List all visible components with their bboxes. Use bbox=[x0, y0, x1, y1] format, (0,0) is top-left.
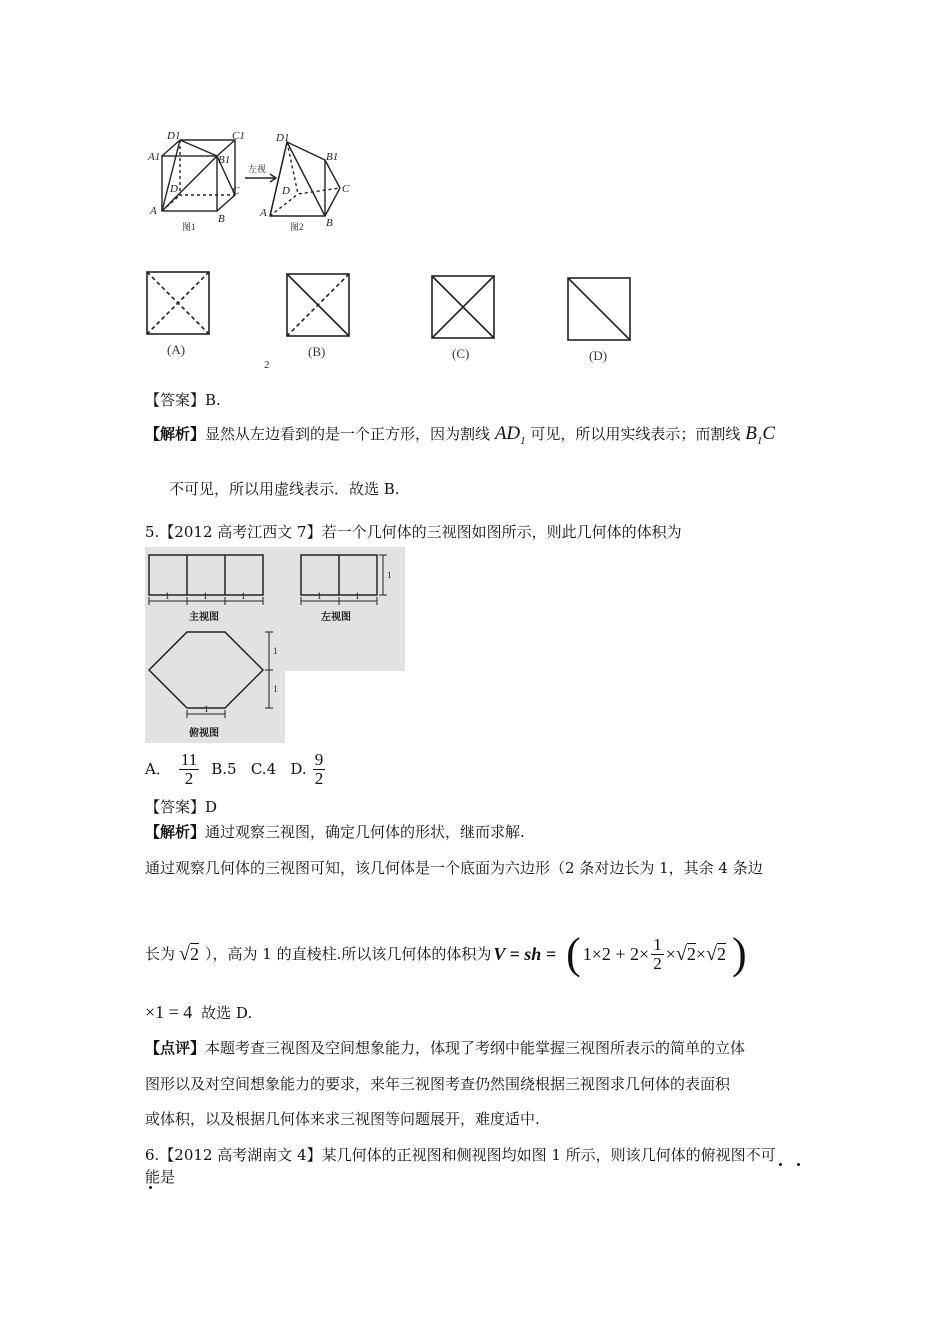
side-view-label: 左视图 bbox=[321, 612, 351, 623]
q5-comment2: 图形以及对空间想象能力的要求，来年三视图考查仍然围绕根据三视图求几何体的表面积 bbox=[145, 1075, 731, 1093]
symbol-ad1: $AD_1$ bbox=[494, 423, 526, 447]
label-d1-cube: D1 bbox=[167, 130, 181, 142]
q6-stem-line1: 6.【2012 高考湖南文 4】某几何体的正视图和侧视图均如图 1 所示，则该几何体的俯视图不可 bbox=[145, 1146, 776, 1164]
label-c-cut: C bbox=[342, 183, 350, 195]
figure-three-views bbox=[145, 547, 407, 743]
dim-side-1: 1 bbox=[317, 591, 322, 601]
q5-formula-tail: ×1 = 4 故选 D. bbox=[145, 1002, 253, 1022]
answer-tag: 【答案】 bbox=[145, 391, 206, 409]
emphasis-dots bbox=[775, 1163, 815, 1169]
q5-stem: 5.【2012 高考江西文 7】若一个几何体的三视图如图所示，则此几何体的体积为 bbox=[145, 523, 682, 541]
label-b-cut: B bbox=[326, 217, 333, 229]
label-d-cut: D bbox=[282, 185, 290, 197]
q4-analysis-line1: 【解析】显然从左边看到的是一个正方形，因为割线 $AD_1$ 可见，所以用实线表示；而割线 $B_1C$ bbox=[145, 423, 776, 447]
dim-front-2: 1 bbox=[203, 591, 208, 601]
label-a-cut: A bbox=[260, 207, 267, 219]
choice-d-fraction: $\frac{9}{2}$ bbox=[314, 749, 324, 788]
sqrt-2-a: √2 bbox=[179, 943, 199, 965]
label-c1-cube: C1 bbox=[232, 130, 245, 142]
caption-fig1: 图1 bbox=[182, 222, 196, 232]
paren-right: ) bbox=[731, 929, 747, 978]
dim-top-2: 1 bbox=[273, 684, 278, 694]
dim-top-1: 1 bbox=[273, 646, 278, 656]
sqrt-2-c: √2 bbox=[706, 943, 726, 965]
label-a-cube: A bbox=[150, 205, 157, 217]
q5-analysis2: 通过观察几何体的三视图可知，该几何体是一个底面为六边形（2 条对边长为 1，其余 4 条边 bbox=[145, 859, 763, 877]
label-b1-cube: B1 bbox=[218, 154, 231, 166]
formula-v: V = sh = bbox=[493, 944, 557, 964]
label-d1-cut: D1 bbox=[276, 132, 290, 144]
q5-analysis3: 长为 √2 ），高为 1 的直棱柱.所以该几何体的体积为 V = sh = ( 1×2 + 2× $\frac{1}{2}$ × √2 × √2 ) bbox=[145, 929, 747, 978]
top-view-label: 俯视图 bbox=[189, 728, 219, 739]
figure-cube-cut bbox=[140, 126, 370, 236]
dim-side-h: 1 bbox=[387, 570, 392, 580]
dim-front-1: 1 bbox=[165, 591, 170, 601]
dim-side-2: 1 bbox=[355, 591, 360, 601]
q5-comment3: 或体积，以及根据几何体来求三视图等问题展开，难度适中. bbox=[145, 1110, 540, 1128]
paren-left: ( bbox=[566, 929, 581, 978]
analysis-tag: 【解析】 bbox=[145, 425, 206, 443]
label-d-cube: D bbox=[170, 183, 178, 195]
figure-options bbox=[140, 262, 640, 370]
q6-stem-line2: 能是 bbox=[145, 1168, 176, 1186]
symbol-b1c: $B_1C$ bbox=[745, 423, 776, 447]
label-b1-cut: B1 bbox=[326, 151, 339, 163]
q4-answer: 【答案】B. bbox=[145, 391, 221, 409]
emphasis-dot-2 bbox=[149, 1186, 152, 1189]
caption-fig2: 图2 bbox=[290, 222, 304, 232]
dim-front-3: 1 bbox=[241, 591, 246, 601]
option-label-c: (C) bbox=[452, 346, 470, 361]
half-fraction: $\frac{1}{2}$ bbox=[653, 934, 662, 973]
label-a1-cube: A1 bbox=[148, 151, 161, 163]
front-view-label: 主视图 bbox=[189, 612, 219, 623]
q5-answer: 【答案】D bbox=[145, 798, 218, 816]
choice-a-fraction: $\frac{11}{2}$ bbox=[180, 749, 198, 788]
q5-choices: A． $\frac{11}{2}$ B.5 C.4 D. $\frac{9}{2}$ bbox=[145, 749, 324, 788]
option-label-a: (A) bbox=[167, 342, 186, 357]
sqrt-2-b: √2 bbox=[675, 943, 696, 965]
option-label-b: (B) bbox=[308, 344, 326, 359]
option-label-d: (D) bbox=[589, 348, 608, 363]
stray-mark: 2 bbox=[264, 359, 270, 370]
label-c-cube: C bbox=[232, 185, 240, 197]
label-b-cube: B bbox=[218, 213, 225, 225]
arrow-label: 左视 bbox=[248, 164, 267, 174]
dim-top-w: 1 bbox=[204, 704, 209, 714]
q4-analysis-line2: 不可见，所以用虚线表示．故选 B. bbox=[169, 480, 400, 498]
q5-comment1: 【点评】本题考查三视图及空间想象能力，体现了考纲中能掌握三视图所表示的简单的立体 bbox=[145, 1039, 746, 1057]
q5-analysis1: 【解析】通过观察三视图，确定几何体的形状，继而求解. bbox=[145, 823, 525, 841]
